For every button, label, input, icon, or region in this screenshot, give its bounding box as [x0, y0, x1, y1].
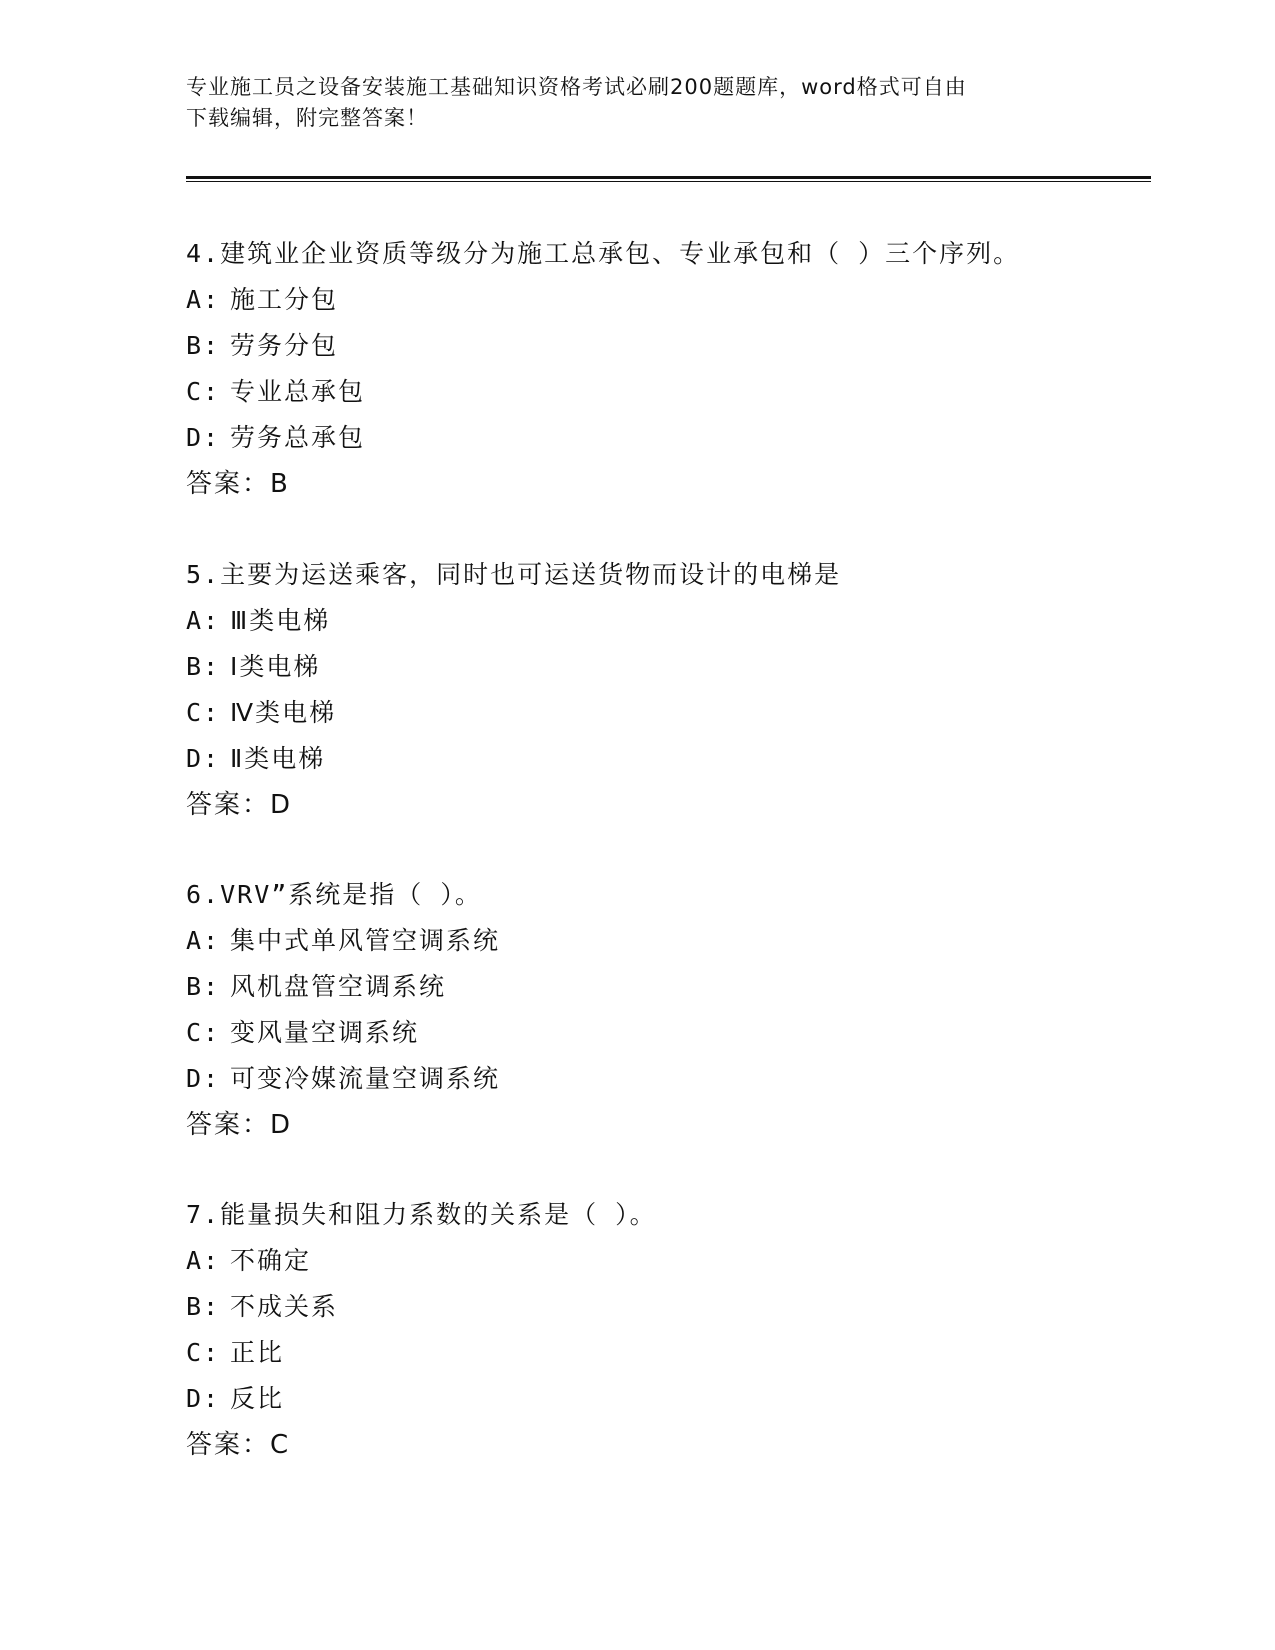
option-b — [186, 644, 1146, 690]
option-letter: B: — [186, 972, 221, 1001]
option-text: 不成关系 — [230, 1292, 339, 1321]
option-text: 风机盘管空调系统 — [230, 972, 447, 1001]
option-d — [186, 736, 1146, 782]
option-letter: D: — [186, 1064, 221, 1093]
option-text: Ⅲ类电梯 — [230, 606, 331, 635]
option-b — [186, 323, 1146, 369]
option-text: 变风量空调系统 — [230, 1018, 420, 1047]
option-text: 集中式单风管空调系统 — [230, 926, 501, 955]
option-d — [186, 1056, 1146, 1102]
question-stem: 6.VRV”系统是指（ ）。 — [186, 880, 482, 909]
header-divider-thick — [186, 176, 1151, 179]
option-text: 可变冷媒流量空调系统 — [230, 1064, 501, 1093]
option-letter: B: — [186, 652, 221, 681]
option-letter: A: — [186, 285, 221, 314]
question-6 — [186, 872, 1146, 1148]
option-a — [186, 598, 1146, 644]
question-7 — [186, 1192, 1146, 1468]
option-text: 不确定 — [230, 1246, 312, 1275]
header-divider-thin — [186, 181, 1151, 182]
option-d — [186, 1376, 1146, 1422]
header-line-2: 下载编辑，附完整答案！ — [186, 106, 428, 130]
option-letter: C: — [186, 1338, 221, 1367]
option-d — [186, 415, 1146, 461]
option-text: 施工分包 — [230, 285, 339, 314]
question-5 — [186, 552, 1146, 828]
option-text: 劳务总承包 — [230, 423, 366, 452]
option-letter: C: — [186, 1018, 221, 1047]
option-text: Ⅰ类电梯 — [230, 652, 321, 681]
option-b — [186, 964, 1146, 1010]
answer-line: 答案：B — [186, 469, 290, 499]
option-a — [186, 277, 1146, 323]
option-letter: C: — [186, 377, 221, 406]
option-c — [186, 1330, 1146, 1376]
answer-line: 答案：C — [186, 1430, 291, 1460]
option-letter: B: — [186, 331, 221, 360]
option-letter: B: — [186, 1292, 221, 1321]
option-text: Ⅳ类电梯 — [230, 698, 337, 727]
option-letter: A: — [186, 926, 221, 955]
option-letter: D: — [186, 1384, 221, 1413]
question-4 — [186, 231, 1146, 507]
option-letter: D: — [186, 744, 221, 773]
option-letter: D: — [186, 423, 221, 452]
option-c — [186, 1010, 1146, 1056]
option-c — [186, 369, 1146, 415]
option-letter: A: — [186, 1246, 221, 1275]
option-a — [186, 918, 1146, 964]
answer-line: 答案：D — [186, 790, 293, 820]
question-stem: 4.建筑业企业资质等级分为施工总承包、专业承包和（ ）三个序列。 — [186, 239, 1021, 268]
document-header — [186, 72, 1086, 134]
question-stem: 7.能量损失和阻力系数的关系是（ ）。 — [186, 1200, 657, 1229]
option-a — [186, 1238, 1146, 1284]
option-text: 反比 — [230, 1384, 285, 1413]
option-text: 正比 — [230, 1338, 285, 1367]
option-text: 劳务分包 — [230, 331, 339, 360]
answer-line: 答案：D — [186, 1110, 293, 1140]
option-text: 专业总承包 — [230, 377, 366, 406]
question-stem: 5.主要为运送乘客，同时也可运送货物而设计的电梯是 — [186, 560, 842, 589]
header-line-1: 专业施工员之设备安装施工基础知识资格考试必刷200题题库，word格式可自由 — [186, 75, 967, 99]
option-letter: C: — [186, 698, 221, 727]
option-c — [186, 690, 1146, 736]
option-letter: A: — [186, 606, 221, 635]
option-b — [186, 1284, 1146, 1330]
option-text: Ⅱ类电梯 — [230, 744, 326, 773]
